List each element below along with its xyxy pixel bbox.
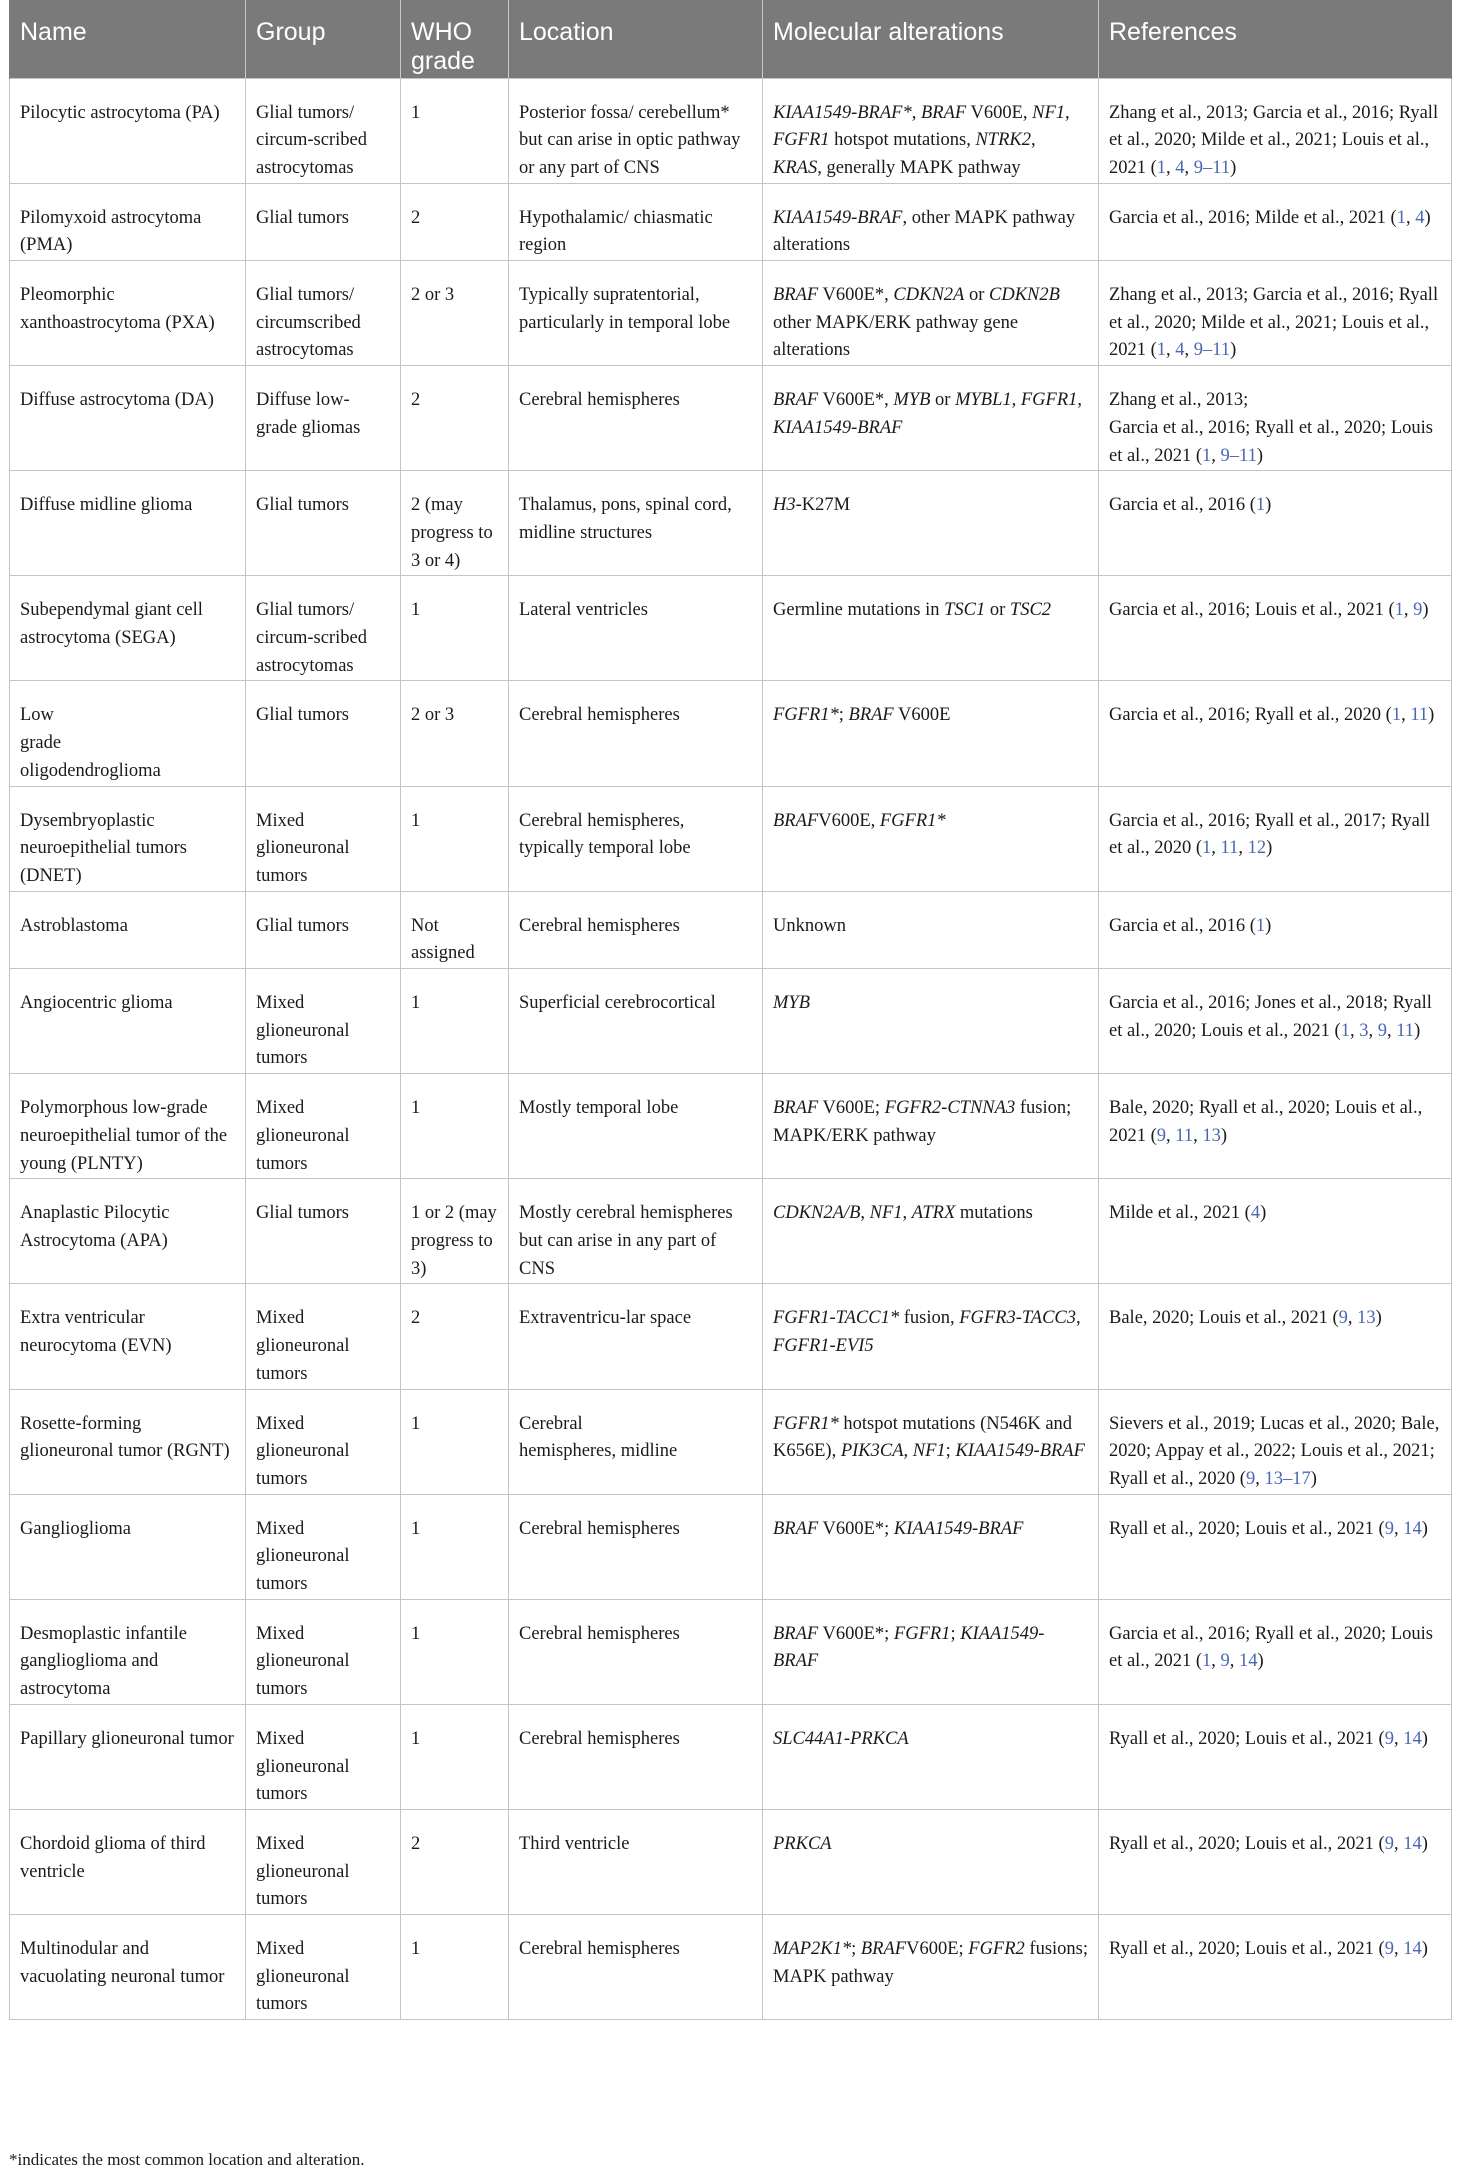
cell-who-grade: 1 — [401, 1389, 509, 1494]
header-molecular-alterations: Molecular alterations — [763, 0, 1099, 78]
cell-location: Cerebral hemispheres — [509, 366, 763, 471]
table-row — [10, 891, 1452, 968]
cell-group: Mixed glioneuronal tumors — [246, 1284, 401, 1389]
cell-group: Mixed glioneuronal tumors — [246, 1915, 401, 2020]
cell-molecular-alterations: FGFR1* hotspot mutations (N546K and K656E), PIK3CA, NF1; KIAA1549-BRAF — [763, 1389, 1099, 1494]
cell-who-grade: 1 — [401, 1494, 509, 1599]
cell-name: Desmoplastic infantile ganglioglioma and astrocytoma — [10, 1599, 246, 1704]
cell-name: Extra ventricular neurocytoma (EVN) — [10, 1284, 246, 1389]
cell-who-grade: 1 — [401, 576, 509, 681]
cell-location: Thalamus, pons, spinal cord, midline structures — [509, 471, 763, 576]
cell-name: Chordoid glioma of third ventricle — [10, 1809, 246, 1914]
cell-group: Diffuse low-grade gliomas — [246, 366, 401, 471]
cell-name: Polymorphous low-grade neuroepithelial tumor of the young (PLNTY) — [10, 1074, 246, 1179]
table-header — [10, 0, 1452, 78]
cell-group: Mixed glioneuronal tumors — [246, 786, 401, 891]
table-row — [10, 681, 1452, 786]
cell-location: Mostly cerebral hemispheres but can arise in any part of CNS — [509, 1179, 763, 1284]
table-row — [10, 1179, 1452, 1284]
table-row — [10, 366, 1452, 471]
cell-location: Posterior fossa/ cerebellum* but can arise in optic pathway or any part of CNS — [509, 78, 763, 183]
table-row — [10, 1599, 1452, 1704]
cell-who-grade: 2 or 3 — [401, 681, 509, 786]
cell-references: Bale, 2020; Louis et al., 2021 (9, 13) — [1099, 1284, 1452, 1389]
cell-molecular-alterations: BRAF V600E; FGFR2-CTNNA3 fusion; MAPK/ERK pathway — [763, 1074, 1099, 1179]
cell-location: Extraventricu-lar space — [509, 1284, 763, 1389]
cell-molecular-alterations: BRAF V600E*; FGFR1; KIAA1549-BRAF — [763, 1599, 1099, 1704]
cell-name: Pleomorphic xanthoastrocytoma (PXA) — [10, 261, 246, 366]
cell-references: Garcia et al., 2016 (1) — [1099, 471, 1452, 576]
cell-references: Garcia et al., 2016 (1) — [1099, 891, 1452, 968]
cell-group: Mixed glioneuronal tumors — [246, 1494, 401, 1599]
cell-group: Mixed glioneuronal tumors — [246, 1704, 401, 1809]
cell-location: Cerebral hemispheres — [509, 891, 763, 968]
cell-references: Zhang et al., 2013; Garcia et al., 2016; Ryall et al., 2020; Milde et al., 2021; Louis et al., 2021 (1, 4, 9–11) — [1099, 261, 1452, 366]
cell-molecular-alterations: MAP2K1*; BRAFV600E; FGFR2 fusions; MAPK pathway — [763, 1915, 1099, 2020]
cell-group: Mixed glioneuronal tumors — [246, 1074, 401, 1179]
cell-name: Diffuse astrocytoma (DA) — [10, 366, 246, 471]
cell-who-grade: 1 — [401, 1074, 509, 1179]
cell-name: Low grade oligodendroglioma — [10, 681, 246, 786]
cell-group: Glial tumors — [246, 1179, 401, 1284]
cell-who-grade: 1 — [401, 78, 509, 183]
header-group: Group — [246, 0, 401, 78]
cell-name: Anaplastic Pilocytic Astrocytoma (APA) — [10, 1179, 246, 1284]
cell-who-grade: 1 — [401, 1704, 509, 1809]
cell-molecular-alterations: KIAA1549-BRAF*, BRAF V600E, NF1, FGFR1 hotspot mutations, NTRK2, KRAS, generally MAPK pathway — [763, 78, 1099, 183]
cell-name: Rosette-forming glioneuronal tumor (RGNT) — [10, 1389, 246, 1494]
cell-molecular-alterations: BRAFV600E, FGFR1* — [763, 786, 1099, 891]
cell-molecular-alterations: Germline mutations in TSC1 or TSC2 — [763, 576, 1099, 681]
cell-molecular-alterations: KIAA1549-BRAF, other MAPK pathway alterations — [763, 183, 1099, 260]
cell-location: Cerebral hemispheres — [509, 681, 763, 786]
cell-references: Garcia et al., 2016; Ryall et al., 2017; Ryall et al., 2020 (1, 11, 12) — [1099, 786, 1452, 891]
table-row — [10, 183, 1452, 260]
tumor-table — [9, 0, 1452, 2020]
table-row — [10, 1704, 1452, 1809]
cell-molecular-alterations: H3-K27M — [763, 471, 1099, 576]
header-row — [10, 0, 1452, 78]
table-row — [10, 471, 1452, 576]
table-row — [10, 786, 1452, 891]
table-row — [10, 1074, 1452, 1179]
table-row — [10, 969, 1452, 1074]
table-row — [10, 1494, 1452, 1599]
cell-who-grade: 2 or 3 — [401, 261, 509, 366]
cell-name: Multinodular and vacuolating neuronal tumor — [10, 1915, 246, 2020]
cell-location: Cerebral hemispheres — [509, 1915, 763, 2020]
cell-references: Zhang et al., 2013; Garcia et al., 2016; Ryall et al., 2020; Milde et al., 2021; Louis et al., 2021 (1, 4, 9–11) — [1099, 78, 1452, 183]
cell-location: Cerebral hemispheres — [509, 1704, 763, 1809]
cell-references: Garcia et al., 2016; Milde et al., 2021 (1, 4) — [1099, 183, 1452, 260]
cell-molecular-alterations: MYB — [763, 969, 1099, 1074]
cell-group: Mixed glioneuronal tumors — [246, 1389, 401, 1494]
header-references: References — [1099, 0, 1452, 78]
cell-group: Mixed glioneuronal tumors — [246, 969, 401, 1074]
cell-references: Milde et al., 2021 (4) — [1099, 1179, 1452, 1284]
cell-name: Ganglioglioma — [10, 1494, 246, 1599]
cell-who-grade: 2 — [401, 366, 509, 471]
header-name: Name — [10, 0, 246, 78]
cell-who-grade: 1 or 2 (may progress to 3) — [401, 1179, 509, 1284]
cell-references: Garcia et al., 2016; Jones et al., 2018; Ryall et al., 2020; Louis et al., 2021 (1, 3, 9, 11) — [1099, 969, 1452, 1074]
cell-location: Mostly temporal lobe — [509, 1074, 763, 1179]
cell-group: Glial tumors/ circum-scribed astrocytomas — [246, 78, 401, 183]
cell-group: Mixed glioneuronal tumors — [246, 1599, 401, 1704]
cell-name: Papillary glioneuronal tumor — [10, 1704, 246, 1809]
cell-molecular-alterations: SLC44A1-PRKCA — [763, 1704, 1099, 1809]
table-row — [10, 1809, 1452, 1914]
cell-references: Ryall et al., 2020; Louis et al., 2021 (9, 14) — [1099, 1704, 1452, 1809]
cell-who-grade: 1 — [401, 786, 509, 891]
cell-group: Glial tumors/ circum-scribed astrocytomas — [246, 576, 401, 681]
cell-name: Astroblastoma — [10, 891, 246, 968]
cell-references: Garcia et al., 2016; Ryall et al., 2020; Louis et al., 2021 (1, 9, 14) — [1099, 1599, 1452, 1704]
cell-who-grade: Not assigned — [401, 891, 509, 968]
table-row — [10, 1915, 1452, 2020]
cell-references: Zhang et al., 2013; Garcia et al., 2016; Ryall et al., 2020; Louis et al., 2021 (1, 9–11) — [1099, 366, 1452, 471]
cell-location: Third ventricle — [509, 1809, 763, 1914]
cell-name: Angiocentric glioma — [10, 969, 246, 1074]
cell-group: Glial tumors — [246, 183, 401, 260]
cell-location: Superficial cerebrocortical — [509, 969, 763, 1074]
table-footnote: *indicates the most common location and alteration. — [9, 2150, 365, 2169]
cell-references: Ryall et al., 2020; Louis et al., 2021 (9, 14) — [1099, 1809, 1452, 1914]
cell-group: Mixed glioneuronal tumors — [246, 1809, 401, 1914]
cell-who-grade: 1 — [401, 1599, 509, 1704]
table-row — [10, 261, 1452, 366]
table-body — [10, 78, 1452, 2020]
table-container — [9, 0, 1451, 2020]
cell-location: Cerebral hemispheres, typically temporal lobe — [509, 786, 763, 891]
cell-references: Ryall et al., 2020; Louis et al., 2021 (9, 14) — [1099, 1915, 1452, 2020]
cell-location: Hypothalamic/ chiasmatic region — [509, 183, 763, 260]
cell-location: Lateral ventricles — [509, 576, 763, 681]
cell-group: Glial tumors/ circumscribed astrocytomas — [246, 261, 401, 366]
cell-references: Garcia et al., 2016; Ryall et al., 2020 (1, 11) — [1099, 681, 1452, 786]
cell-molecular-alterations: CDKN2A/B, NF1, ATRX mutations — [763, 1179, 1099, 1284]
table-row — [10, 78, 1452, 183]
cell-molecular-alterations: FGFR1*; BRAF V600E — [763, 681, 1099, 786]
cell-references: Sievers et al., 2019; Lucas et al., 2020; Bale, 2020; Appay et al., 2022; Louis et al., 2021; Ryall et al., 2020 (9, 13–17) — [1099, 1389, 1452, 1494]
cell-references: Bale, 2020; Ryall et al., 2020; Louis et al., 2021 (9, 11, 13) — [1099, 1074, 1452, 1179]
cell-group: Glial tumors — [246, 681, 401, 786]
cell-molecular-alterations: Unknown — [763, 891, 1099, 968]
cell-who-grade: 1 — [401, 1915, 509, 2020]
cell-location: Cerebral hemispheres — [509, 1494, 763, 1599]
cell-name: Pilocytic astrocytoma (PA) — [10, 78, 246, 183]
cell-molecular-alterations: BRAF V600E*, CDKN2A or CDKN2B other MAPK/ERK pathway gene alterations — [763, 261, 1099, 366]
header-who-grade: WHO grade — [401, 0, 509, 78]
cell-location: Typically supratentorial, particularly in temporal lobe — [509, 261, 763, 366]
cell-name: Subependymal giant cell astrocytoma (SEGA) — [10, 576, 246, 681]
cell-name: Diffuse midline glioma — [10, 471, 246, 576]
cell-molecular-alterations: BRAF V600E*, MYB or MYBL1, FGFR1, KIAA1549-BRAF — [763, 366, 1099, 471]
cell-molecular-alterations: PRKCA — [763, 1809, 1099, 1914]
cell-references: Garcia et al., 2016; Louis et al., 2021 (1, 9) — [1099, 576, 1452, 681]
cell-molecular-alterations: BRAF V600E*; KIAA1549-BRAF — [763, 1494, 1099, 1599]
header-location: Location — [509, 0, 763, 78]
cell-who-grade: 2 — [401, 183, 509, 260]
table-row — [10, 1389, 1452, 1494]
cell-who-grade: 2 — [401, 1284, 509, 1389]
cell-name: Pilomyxoid astrocytoma (PMA) — [10, 183, 246, 260]
cell-group: Glial tumors — [246, 891, 401, 968]
cell-who-grade: 2 — [401, 1809, 509, 1914]
cell-name: Dysembryoplastic neuroepithelial tumors (DNET) — [10, 786, 246, 891]
cell-group: Glial tumors — [246, 471, 401, 576]
cell-location: Cerebral hemispheres — [509, 1599, 763, 1704]
cell-who-grade: 2 (may progress to 3 or 4) — [401, 471, 509, 576]
cell-location: Cerebral hemispheres, midline — [509, 1389, 763, 1494]
cell-who-grade: 1 — [401, 969, 509, 1074]
table-row — [10, 576, 1452, 681]
cell-references: Ryall et al., 2020; Louis et al., 2021 (9, 14) — [1099, 1494, 1452, 1599]
table-row — [10, 1284, 1452, 1389]
cell-molecular-alterations: FGFR1-TACC1* fusion, FGFR3-TACC3, FGFR1-EVI5 — [763, 1284, 1099, 1389]
